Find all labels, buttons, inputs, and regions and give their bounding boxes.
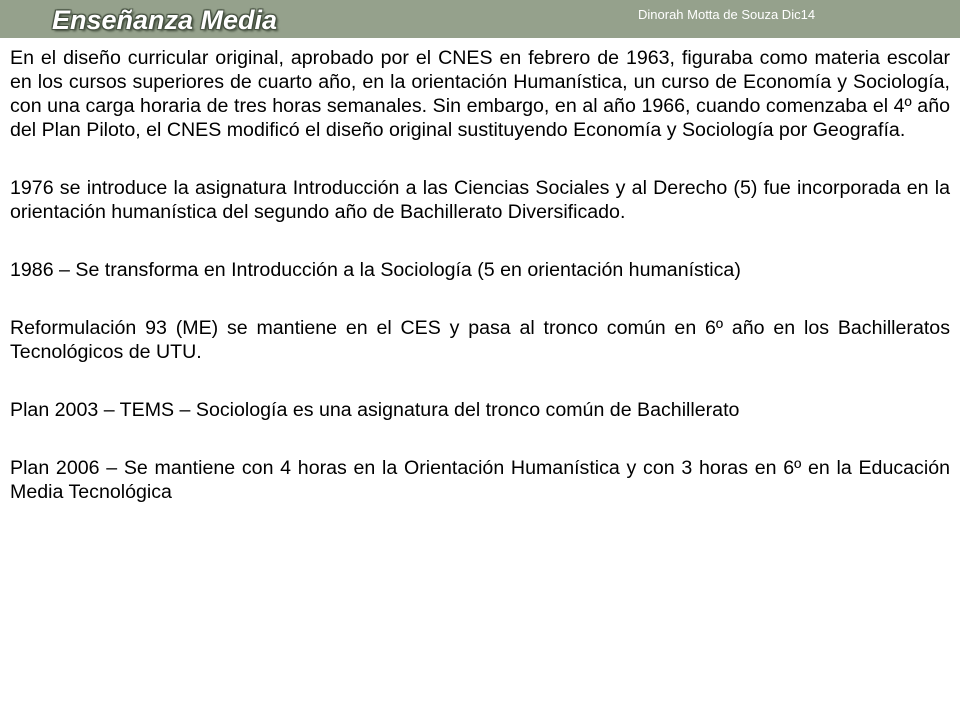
paragraph-plan-2006: Plan 2006 – Se mantiene con 4 horas en la Orientación Humanística y con 3 horas en 6º en la Educación Media Tecnológica bbox=[10, 457, 950, 503]
author-footer: Dinorah Motta de Souza Dic14 bbox=[638, 7, 816, 22]
slide-title: Enseñanza Media bbox=[52, 5, 278, 35]
paragraph-1963-design: En el diseño curricular original, aprobado por el CNES en febrero de 1963, figuraba como materia escolar en los cursos superiores de cuarto año, en la orientación Humanística, un curso de Economía y Sociología, con una carga horaria de tres horas semanales. Sin embargo, en al año 1966, cuando comenzaba el 4º año del Plan Piloto, el CNES modificó el diseño original sustituyendo Economía y Sociología por Geografía. bbox=[10, 47, 950, 141]
paragraph-plan-2003: Plan 2003 – TEMS – Sociología es una asignatura del tronco común de Bachillerato bbox=[10, 399, 740, 421]
paragraph-reformulacion-93: Reformulación 93 (ME) se mantiene en el CES y pasa al tronco común en 6º año en los Bachilleratos Tecnológicos de UTU. bbox=[10, 317, 950, 363]
slide-body bbox=[10, 46, 950, 504]
paragraph-1976: 1976 se introduce la asignatura Introducción a las Ciencias Sociales y al Derecho (5) fue incorporada en la orientación humanística del segundo año de Bachillerato Diversificado. bbox=[10, 177, 950, 223]
paragraph-1986: 1986 – Se transforma en Introducción a la Sociología (5 en orientación humanística) bbox=[10, 259, 741, 281]
